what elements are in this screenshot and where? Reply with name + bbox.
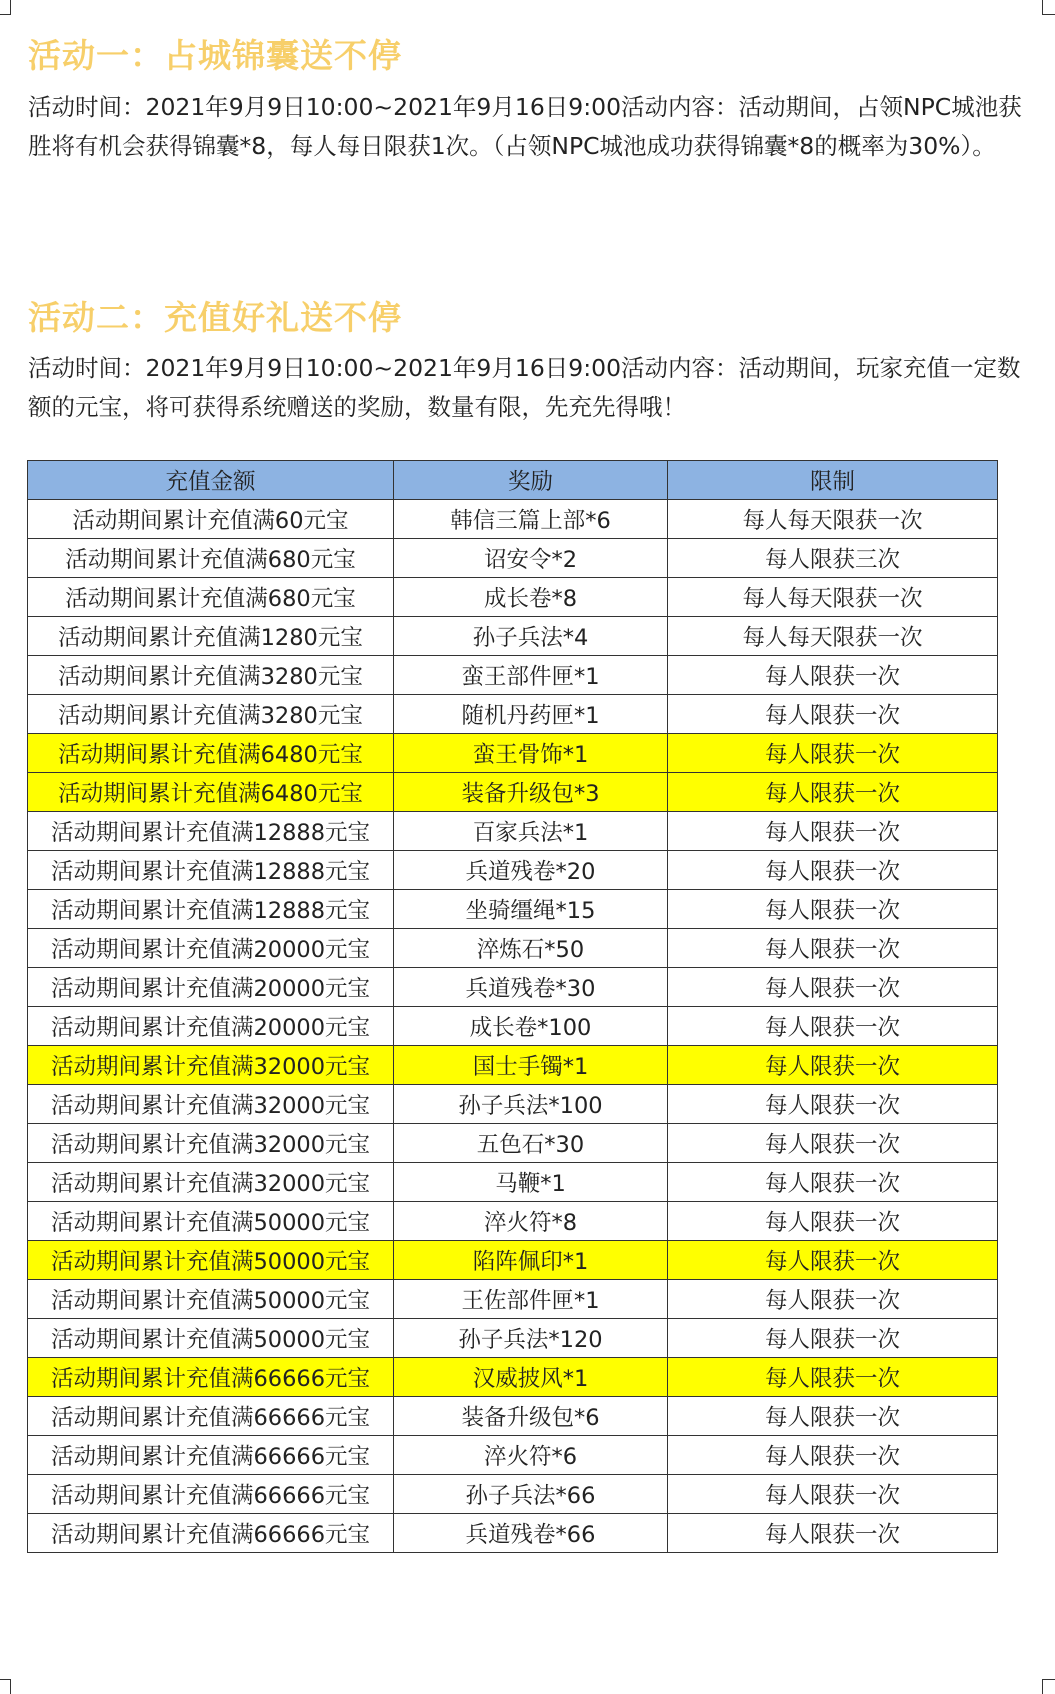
cell-limit: 每人限获一次 [668,1202,998,1241]
table-row [28,1436,998,1475]
cell-reward: 孙子兵法*4 [394,617,668,656]
cell-amount: 活动期间累计充值满50000元宝 [28,1241,394,1280]
table-row [28,539,998,578]
section2-body: 活动时间：2021年9月9日10:00~2021年9月16日9:00活动内容：活动期间，玩家充值一定数额的元宝，将可获得系统赠送的奖励，数量有限，先充先得哦！ [28,354,1021,421]
cell-amount: 活动期间累计充值满60元宝 [28,500,394,539]
cell-limit: 每人限获一次 [668,812,998,851]
cell-amount: 活动期间累计充值满50000元宝 [28,1202,394,1241]
table-row [28,695,998,734]
table-row [28,851,998,890]
crop-mark-bottom-right [1042,1679,1055,1694]
table-row [28,1280,998,1319]
rewards-table-body [28,500,998,1553]
cell-amount: 活动期间累计充值满50000元宝 [28,1280,394,1319]
cell-amount: 活动期间累计充值满3280元宝 [28,695,394,734]
cell-limit: 每人限获一次 [668,1514,998,1553]
cell-limit: 每人限获一次 [668,1241,998,1280]
cell-amount: 活动期间累计充值满20000元宝 [28,968,394,1007]
table-row [28,1514,998,1553]
cell-reward: 兵道残卷*66 [394,1514,668,1553]
cell-limit: 每人限获一次 [668,1046,998,1085]
cell-reward: 装备升级包*6 [394,1397,668,1436]
table-row [28,1358,998,1397]
cell-reward: 孙子兵法*66 [394,1475,668,1514]
cell-amount: 活动期间累计充值满66666元宝 [28,1475,394,1514]
cell-reward: 蛮王部件匣*1 [394,656,668,695]
crop-mark-top-right [1042,0,1055,15]
table-row [28,578,998,617]
header-limit: 限制 [668,461,998,500]
cell-amount: 活动期间累计充值满32000元宝 [28,1124,394,1163]
cell-amount: 活动期间累计充值满12888元宝 [28,812,394,851]
cell-limit: 每人每天限获一次 [668,578,998,617]
table-row [28,1163,998,1202]
cell-limit: 每人限获一次 [668,1397,998,1436]
cell-reward: 国士手镯*1 [394,1046,668,1085]
cell-amount: 活动期间累计充值满12888元宝 [28,851,394,890]
cell-reward: 孙子兵法*100 [394,1085,668,1124]
cell-reward: 诏安令*2 [394,539,668,578]
table-row [28,617,998,656]
cell-reward: 五色石*30 [394,1124,668,1163]
table-row [28,1319,998,1358]
cell-limit: 每人限获一次 [668,1163,998,1202]
table-row [28,1475,998,1514]
cell-reward: 王佐部件匣*1 [394,1280,668,1319]
table-row [28,1397,998,1436]
cell-reward: 汉威披风*1 [394,1358,668,1397]
cell-reward: 马鞭*1 [394,1163,668,1202]
cell-limit: 每人限获一次 [668,1280,998,1319]
cell-amount: 活动期间累计充值满32000元宝 [28,1085,394,1124]
cell-amount: 活动期间累计充值满1280元宝 [28,617,394,656]
table-row [28,773,998,812]
table-row [28,734,998,773]
cell-reward: 淬火符*6 [394,1436,668,1475]
cell-amount: 活动期间累计充值满20000元宝 [28,1007,394,1046]
cell-limit: 每人限获三次 [668,539,998,578]
cell-reward: 孙子兵法*120 [394,1319,668,1358]
cell-limit: 每人限获一次 [668,1085,998,1124]
table-row [28,656,998,695]
cell-reward: 坐骑缰绳*15 [394,890,668,929]
cell-reward: 装备升级包*3 [394,773,668,812]
cell-amount: 活动期间累计充值满12888元宝 [28,890,394,929]
table-row [28,1007,998,1046]
cell-amount: 活动期间累计充值满20000元宝 [28,929,394,968]
cell-amount: 活动期间累计充值满32000元宝 [28,1046,394,1085]
rewards-table [27,460,998,1553]
cell-amount: 活动期间累计充值满66666元宝 [28,1514,394,1553]
cell-limit: 每人限获一次 [668,1475,998,1514]
cell-limit: 每人限获一次 [668,695,998,734]
cell-limit: 每人限获一次 [668,890,998,929]
crop-mark-top-left [0,0,11,15]
section2-title: 活动二：充值好礼送不停 [28,298,402,337]
cell-amount: 活动期间累计充值满66666元宝 [28,1358,394,1397]
cell-limit: 每人每天限获一次 [668,500,998,539]
cell-limit: 每人限获一次 [668,1358,998,1397]
cell-limit: 每人每天限获一次 [668,617,998,656]
table-row [28,812,998,851]
cell-amount: 活动期间累计充值满6480元宝 [28,734,394,773]
cell-reward: 随机丹药匣*1 [394,695,668,734]
cell-limit: 每人限获一次 [668,1124,998,1163]
table-row [28,929,998,968]
cell-limit: 每人限获一次 [668,1007,998,1046]
cell-reward: 淬炼石*50 [394,929,668,968]
table-row [28,1241,998,1280]
cell-reward: 蛮王骨饰*1 [394,734,668,773]
header-amount: 充值金额 [28,461,394,500]
cell-limit: 每人限获一次 [668,656,998,695]
cell-reward: 韩信三篇上部*6 [394,500,668,539]
cell-limit: 每人限获一次 [668,773,998,812]
header-reward: 奖励 [394,461,668,500]
cell-limit: 每人限获一次 [668,851,998,890]
cell-amount: 活动期间累计充值满32000元宝 [28,1163,394,1202]
cell-reward: 兵道残卷*20 [394,851,668,890]
table-row [28,1046,998,1085]
cell-reward: 成长卷*8 [394,578,668,617]
cell-amount: 活动期间累计充值满6480元宝 [28,773,394,812]
cell-limit: 每人限获一次 [668,929,998,968]
cell-reward: 成长卷*100 [394,1007,668,1046]
table-row [28,500,998,539]
cell-limit: 每人限获一次 [668,1319,998,1358]
cell-limit: 每人限获一次 [668,734,998,773]
cell-amount: 活动期间累计充值满3280元宝 [28,656,394,695]
cell-reward: 淬火符*8 [394,1202,668,1241]
crop-mark-bottom-left [0,1679,11,1694]
cell-limit: 每人限获一次 [668,968,998,1007]
cell-reward: 陷阵佩印*1 [394,1241,668,1280]
table-row [28,890,998,929]
table-row [28,1124,998,1163]
section1-body: 活动时间：2021年9月9日10:00~2021年9月16日9:00活动内容：活动期间，占领NPC城池获胜将有机会获得锦囊*8，每人每日限获1次。（占领NPC城池成功获得锦囊*8的概率为30%）。 [28,93,1022,160]
table-header-row [28,461,998,500]
table-row [28,1085,998,1124]
cell-amount: 活动期间累计充值满680元宝 [28,578,394,617]
cell-amount: 活动期间累计充值满50000元宝 [28,1319,394,1358]
cell-amount: 活动期间累计充值满66666元宝 [28,1436,394,1475]
cell-reward: 兵道残卷*30 [394,968,668,1007]
cell-amount: 活动期间累计充值满680元宝 [28,539,394,578]
cell-reward: 百家兵法*1 [394,812,668,851]
table-row [28,1202,998,1241]
cell-amount: 活动期间累计充值满66666元宝 [28,1397,394,1436]
section1-title: 活动一：占城锦囊送不停 [28,36,402,75]
cell-limit: 每人限获一次 [668,1436,998,1475]
table-row [28,968,998,1007]
